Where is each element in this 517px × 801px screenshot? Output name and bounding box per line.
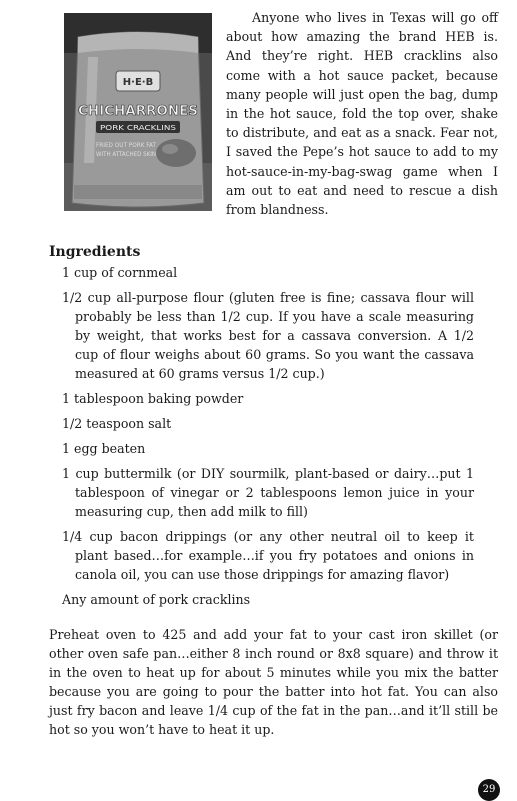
ingredient-item: Any amount of pork cracklins (62, 592, 251, 607)
cracklin-graphic (156, 139, 196, 167)
ingredient-item: 1/2 cup all-purpose flour (gluten free is fine; cassava flour will probably be less than 1/2 cup. If you have a scale measuring by weight, that works best for a cassava conversion. A 1/2 cup of flour weighs about 60 grams. So you want the cassava measured at 60 grams versus 1/2 cup.) (62, 290, 474, 381)
ingredients-heading: Ingredients (49, 244, 141, 260)
bag-illustration (64, 13, 212, 211)
bag-line-1: FRIED OUT PORK FAT (96, 142, 157, 149)
ingredient-item: 1 cup buttermilk (or DIY sourmilk, plant-based or dairy…put 1 tablespoon of vinegar or 2 tablespoons lemon juice in your measuring cup, then add milk to fill) (62, 466, 474, 519)
ingredients-list (62, 263, 474, 615)
bag-brand: H·E·B (122, 77, 154, 88)
page-number-badge: 29 (478, 779, 500, 801)
bag-title: CHICHARRONES (78, 104, 198, 119)
ingredient-item: 1/4 cup bacon drippings (or any other neutral oil to keep it plant based…for example…if you fry potatoes and onions in canola oil, you can use those drippings for amazing flavor) (62, 529, 474, 582)
method-paragraph: Preheat oven to 425 and add your fat to your cast iron skillet (or other oven safe pan…either 8 inch round or 8x8 square) and throw it in the oven to heat up for about 5 minutes while you mix the batter because you are going to pour the batter into hot fat. You can also just fry bacon and leave 1/4 cup of the fat in the pan…and it’ll still be hot so you won’t have to heat it up. (49, 627, 498, 737)
ingredient-item: 1 cup of cornmeal (62, 265, 178, 280)
ingredient-item: 1 tablespoon baking powder (62, 391, 244, 406)
cracklins-bag-photo (64, 13, 212, 211)
ingredient-item: 1/2 teaspoon salt (62, 416, 172, 431)
intro-paragraph: Anyone who lives in Texas will go off about how amazing the brand HEB is. And they’re right. HEB cracklins also come with a hot sauce packet, because many people will just open the bag, dump in the hot sauce, fold the top over, shake to distribute, and eat as a snack. Fear not, I saved the Pepe’s hot sauce to add to my hot-sauce-in-my-bag-swag game when I am out to eat and need to rescue a dish from blandness. (226, 10, 498, 218)
ingredient-item: 1 egg beaten (62, 441, 146, 456)
bag-line-2: WITH ATTACHED SKIN (96, 151, 156, 158)
bag-subtitle: PORK CRACKLINS (100, 124, 177, 132)
